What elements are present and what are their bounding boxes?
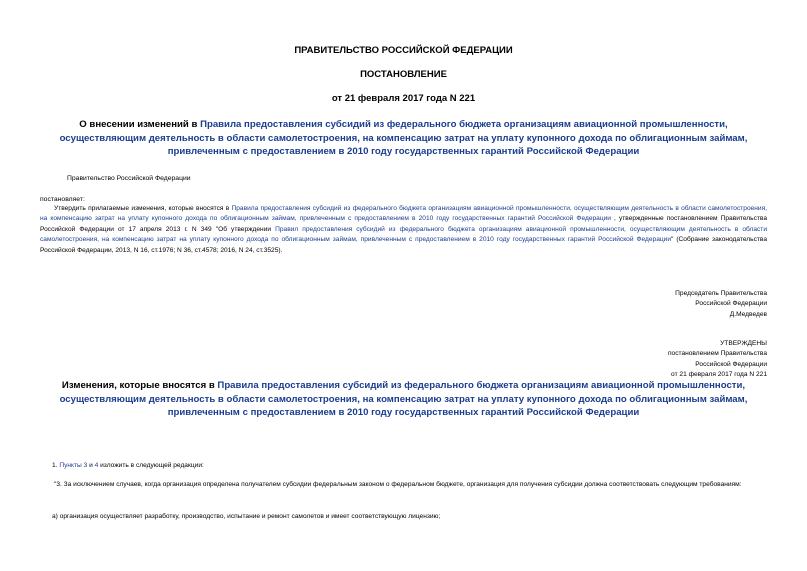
rules-approval-link[interactable]: Правил предоставления субсидий из федерального бюджета организациям авиационной промышленности, осуществляющим деятельность в области самолетостроения, на компенсацию затрат на уплату купонного дохода по облигационным займам, привлеченным с предоставлением в 2010 году государственных гарантий Российской Федерации — [40, 225, 768, 244]
changes-title-prefix: Изменения, которые вносятся в — [61, 380, 218, 391]
approval-line: Российской Федерации — [695, 360, 767, 368]
signature-block — [675, 289, 767, 320]
approval-line: постановлением Правительства — [667, 350, 767, 358]
rules-link[interactable]: Правила предоставления субсидий из федерального бюджета организациям авиационной промышленности, осуществляющим деятельность в области самолетостроения, на компенсацию затрат на уплату купонного дохода по облигационным займам, привлеченным с предоставлением в 2010 году государственных гарантий Российской Федерации — [59, 119, 748, 157]
signature-line: Д.Медведев — [729, 310, 767, 318]
signature-line: Председатель Правительства — [675, 290, 767, 297]
point-1 — [52, 462, 204, 469]
date-number: от 21 февраля 2017 года N 221 — [331, 93, 476, 104]
point-3-link[interactable]: Пункты 3 — [59, 462, 88, 469]
point-1-and: и — [87, 462, 95, 469]
signature-line: Российской Федерации — [695, 300, 767, 308]
point-1-number: 1. — [52, 462, 60, 469]
point-3-text: "3. За исключением случаев, когда организация определена получателем субсидии федеральным законом о федеральном бюджете, организация для получения субсидии должна соответствовать следующим требованиям: — [54, 481, 742, 488]
resolution-title — [40, 118, 767, 159]
approval-line: от 21 февраля 2017 года N 221 — [671, 371, 767, 379]
para1-text3: " (Собрание законодательства Российской Федерации, 2013, N 16, ст.1976; N 36, ст.4578; 2016, N 24, ст.3525). — [40, 236, 767, 254]
title-prefix: О внесении изменений в — [79, 119, 201, 130]
doc-type: ПОСТАНОВЛЕНИЕ — [360, 69, 447, 80]
changes-title — [40, 379, 767, 420]
government-text: Правительство Российской Федерации — [67, 175, 191, 182]
para1-text1: Утвердить прилагаемые изменения, которые вносятся в — [54, 205, 232, 212]
rules-link[interactable]: Правила предоставления субсидий из федерального бюджета организациям авиационной промышленности, осуществляющим деятельность в области самолетостроения, на компенсацию затрат на уплату купонного дохода по облигационным займам, привлеченным с предоставлением в 2010 году государственных гарантий Российской Федерации — [59, 380, 748, 418]
para1-text2: , утвержденные постановлением Правительства Российской Федерации от 17 апреля 2013 г. N 349 "Об утверждении — [40, 215, 767, 233]
paragraph-approve — [40, 204, 767, 256]
resolves-text: постановляет: — [40, 196, 85, 203]
approval-line: УТВЕРЖДЕНЫ — [720, 340, 767, 347]
point-4-link[interactable]: 4 — [94, 462, 99, 469]
point-1-text: изложить в следующей редакции: — [98, 462, 204, 469]
gov-title: ПРАВИТЕЛЬСТВО РОССИЙСКОЙ ФЕДЕРАЦИИ — [294, 45, 513, 56]
rules-link[interactable]: Правила предоставления субсидий из федерального бюджета организациям авиационной промышленности, осуществляющим деятельность в области самолетостроения, на компенсацию затрат на уплату купонного дохода по облигационным займам, привлеченным с предоставлением в 2010 году государственных гарантий Российской Федерации — [40, 205, 767, 223]
subpoint-a: а) организация осуществляет разработку, производство, испытание и ремонт самолетов и имеет соответствующую лицензию; — [52, 513, 441, 520]
approval-block — [668, 339, 767, 381]
